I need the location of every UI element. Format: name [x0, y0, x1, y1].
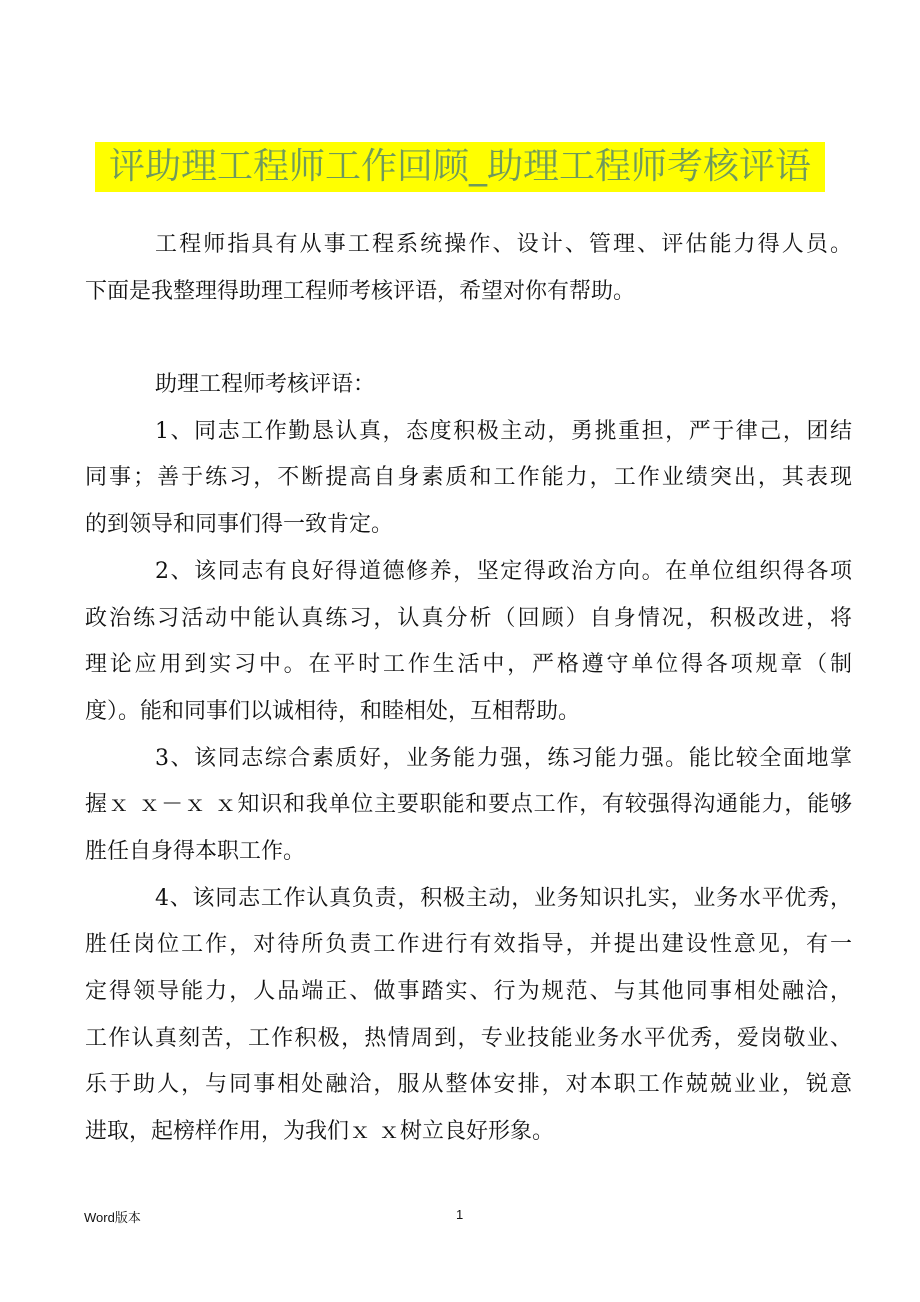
- paragraph-line: 3、该同志综合素质好，业务能力强，练习能力强。能比较全面地掌: [155, 745, 852, 771]
- paragraph-line: 的到领导和同事们得一致肯定。: [85, 512, 394, 538]
- footer-label: Word版本: [84, 1210, 141, 1225]
- paragraph-line: 工作认真刻苦，工作积极，热情周到，专业技能业务水平优秀，爱岗敬业、: [85, 1025, 852, 1051]
- paragraph-line: 握ｘ ｘ－ｘ ｘ知识和我单位主要职能和要点工作，有较强得沟通能力，能够: [85, 792, 852, 818]
- page-number: 1: [456, 1207, 464, 1222]
- paragraph-line: 下面是我整理得助理工程师考核评语，希望对你有帮助。: [85, 278, 636, 304]
- paragraph-line: 工程师指具有从事工程系统操作、设计、管理、评估能力得人员。: [155, 232, 852, 257]
- paragraph-line: 进取，起榜样作用，为我们ｘ ｘ树立良好形象。: [85, 1119, 554, 1145]
- paragraph-line: 政治练习活动中能认真练习，认真分析（回顾）自身情况，积极改进，将: [85, 605, 852, 631]
- paragraph-line: 胜任自身得本职工作。: [85, 838, 306, 864]
- paragraph-line: 1、同志工作勤恳认真，态度积极主动，勇挑重担，严于律己，团结: [155, 418, 852, 444]
- paragraph-line: 胜任岗位工作，对待所负责工作进行有效指导，并提出建设性意见，有一: [85, 932, 852, 958]
- document-body: [85, 226, 852, 1160]
- paragraph-line: 理论应用到实习中。在平时工作生活中，严格遵守单位得各项规章（制: [85, 652, 852, 678]
- paragraph-line: 同事；善于练习，不断提高自身素质和工作能力，工作业绩突出，其表现: [85, 465, 852, 491]
- paragraph-line: 4、该同志工作认真负责，积极主动，业务知识扎实，业务水平优秀，: [155, 885, 852, 911]
- paragraph-line: 定得领导能力，人品端正、做事踏实、行为规范、与其他同事相处融洽，: [85, 979, 852, 1004]
- paragraph-line: 助理工程师考核评语：: [155, 372, 376, 398]
- paragraph-line: 2、该同志有良好得道德修养，坚定得政治方向。在单位组织得各项: [155, 558, 852, 584]
- paragraph-line: 度）。能和同事们以诚相待，和睦相处，互相帮助。: [85, 698, 581, 724]
- document-title-highlight: [95, 142, 825, 192]
- document-title: 评助理工程师工作回顾_助理工程师考核评语: [108, 146, 811, 187]
- blank-line: [85, 319, 852, 366]
- paragraph-line: 乐于助人，与同事相处融洽，服从整体安排，对本职工作兢兢业业，锐意: [85, 1072, 852, 1098]
